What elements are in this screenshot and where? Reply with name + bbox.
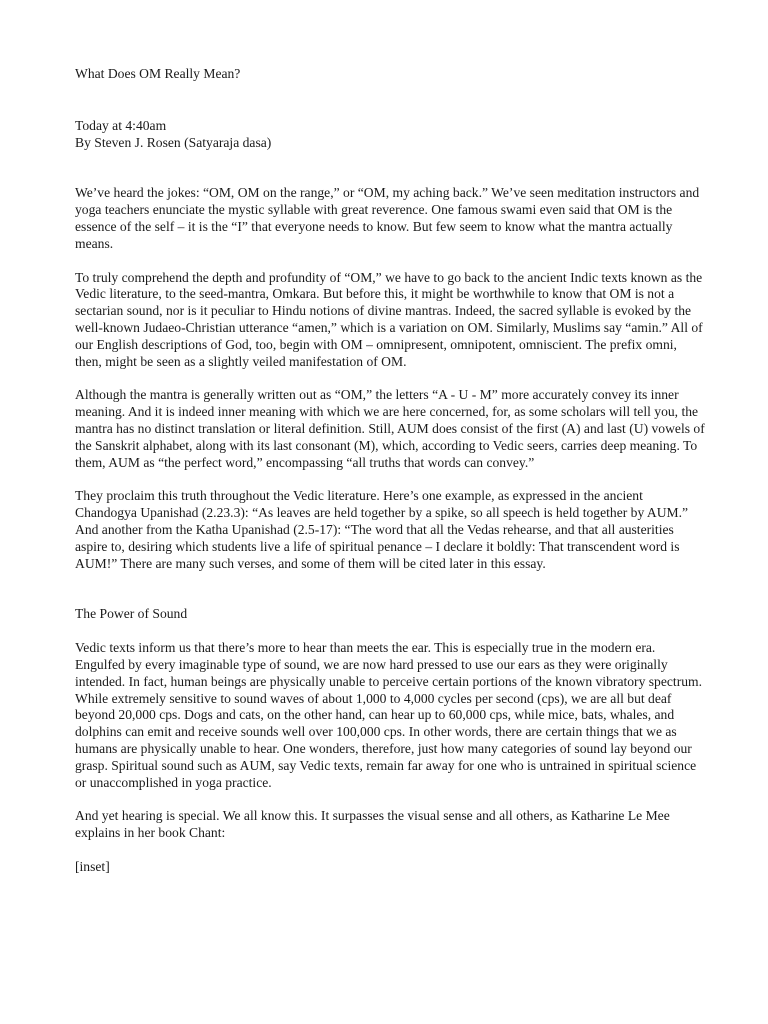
section-heading: The Power of Sound [75, 606, 188, 622]
paragraph: Although the mantra is generally written out as “OM,” the letters “A - U - M” more accurately convey its inner meaning. And it is indeed inner meaning with which we are here concerned, for, as some scholars will tell you, the mantra has no distinct translation or literal definition. Still, AUM does consist of the first (A) and last (U) vowels of the Sanskrit alphabet, along with its last consonant (M), which, according to Vedic seers, carries deep meaning. To them, AUM as “the perfect word,” encompassing “all truths that words can convey.” [75, 387, 705, 470]
timestamp: Today at 4:40am [75, 117, 167, 133]
paragraph: Vedic texts inform us that there’s more to hear than meets the ear. This is especially true in the modern era. Engulfed by every imaginable type of sound, we are now hard pressed to use our ears as they were originally intended. In fact, human beings are physically unable to perceive certain portions of the known vibratory spectrum. While extremely sensitive to sound waves of about 1,000 to 4,000 cycles per second (cps), we are all but deaf beyond 20,000 cps. Dogs and cats, on the other hand, can hear up to 60,000 cps, while mice, bats, whales, and dolphins can emit and receive sounds well over 100,000 cps. In other words, there are certain things that we as humans are physically unable to hear. One wonders, therefore, just how many categories of sound lay beyond our grasp. Spiritual sound such as AUM, say Vedic texts, remain far away for one who is untrained in spiritual science or unaccomplished in yoga practice. [75, 640, 702, 790]
paragraph: To truly comprehend the depth and profundity of “OM,” we have to go back to the ancient Indic texts known as the Vedic literature, to the seed-mantra, Omkara. But before this, it might be worthwhile to know that OM is not a sectarian sound, nor is it peculiar to Hindu notions of divine mantras. Indeed, the sacred syllable is evoked by the well-known Judaeo-Christian utterance “amen,” which is a variation on OM. Similarly, Muslims say “amin.” All of our English descriptions of God, too, begin with OM – omnipresent, omnipotent, omniscient. The prefix omni, then, might be seen as a slightly veiled manifestation of OM. [75, 269, 703, 369]
author-line: By Steven J. Rosen (Satyaraja dasa) [75, 134, 272, 150]
paragraph: They proclaim this truth throughout the Vedic literature. Here’s one example, as expressed in the ancient Chandogya Upanishad (2.23.3): “As leaves are held together by a spike, so all speech is held together by AUM.” And another from the Katha Upanishad (2.5-17): “The word that all the Vedas rehearse, and that all austerities aspire to, desiring which students live a life of spiritual penance – I declare it boldly: That transcendent word is AUM!” There are many such verses, and some of them will be cited later in this essay. [75, 488, 689, 571]
document-page [75, 66, 705, 876]
byline [75, 118, 705, 152]
document-title: What Does OM Really Mean? [75, 66, 241, 81]
inset-placeholder: [inset] [75, 858, 110, 874]
paragraph: And yet hearing is special. We all know this. It surpasses the visual sense and all others, as Katharine Le Mee explains in her book Chant: [75, 808, 670, 841]
paragraph: We’ve heard the jokes: “OM, OM on the range,” or “OM, my aching back.” We’ve seen meditation instructors and yoga teachers enunciate the mystic syllable with great reverence. One famous swami even said that OM is the essence of the self – it is the “I” that everyone needs to know. But few seem to know what the mantra actually means. [75, 185, 700, 251]
